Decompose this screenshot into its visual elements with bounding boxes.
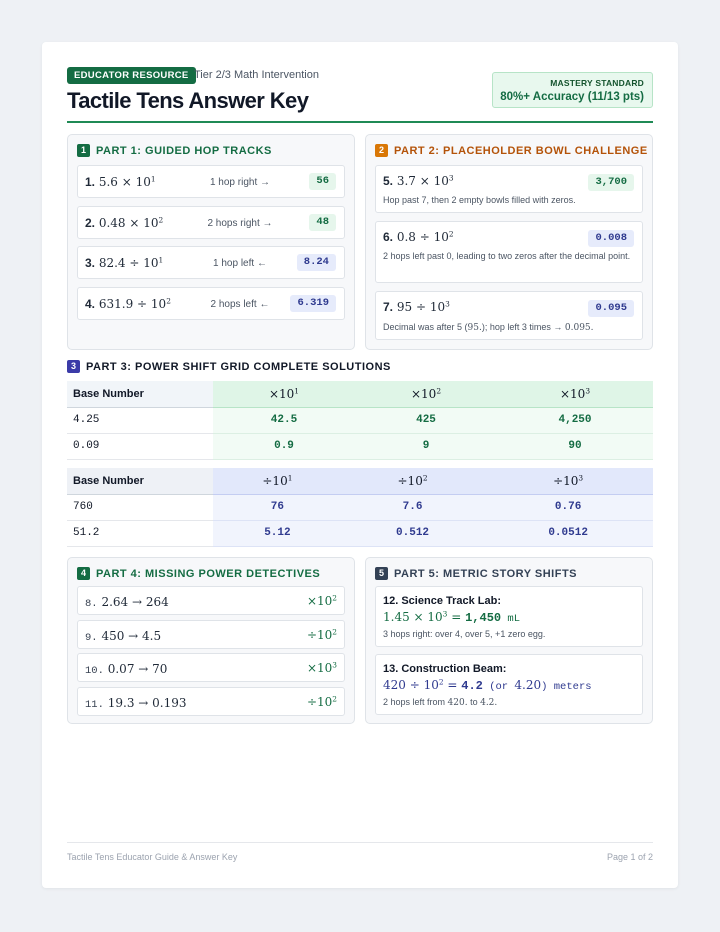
solution-cell: 0.0512 [483, 520, 653, 546]
part1-number: 1 [77, 144, 90, 157]
answer-key-page [42, 42, 678, 888]
missing-power-item [77, 586, 345, 615]
solution-cell: 90 [497, 433, 653, 459]
multiply-power-grid [67, 381, 653, 460]
part5-title-text: PART 5: METRIC STORY SHIFTS [394, 567, 577, 580]
problem-expression: 11. 19.3 → 0.193 [85, 696, 187, 711]
hop-hint: 1 hop right → [209, 177, 271, 188]
page-number: Page 1 of 2 [606, 852, 653, 862]
hop-track-item [77, 287, 345, 320]
part1-title [77, 144, 272, 157]
explanation-text: Hop past 7, then 2 empty bowls filled with zeros. [383, 195, 576, 205]
table-header-row [67, 381, 653, 407]
part5-title [375, 567, 577, 580]
header-divider [67, 121, 653, 123]
base-number-header: Base Number [67, 468, 213, 494]
mastery-label: MASTERY STANDARD [550, 78, 644, 88]
missing-power-item [77, 653, 345, 682]
base-number-header: Base Number [67, 381, 213, 407]
bowl-challenge-item [375, 165, 643, 213]
hop-hint: 2 hops left ← [210, 299, 270, 310]
page-title: Tactile Tens Answer Key [67, 88, 309, 113]
part4-panel [67, 557, 355, 724]
hop-track-item [77, 206, 345, 239]
part4-title-text: PART 4: MISSING POWER DETECTIVES [96, 567, 321, 580]
problem-expression: 3. $82.4 \div 10^1$ [85, 255, 164, 270]
header-subtitle: Tier 2/3 Math Intervention [194, 69, 319, 81]
table-row [67, 494, 653, 520]
metric-story-item [375, 654, 643, 715]
bowl-challenge-item [375, 291, 643, 340]
base-number-cell: 760 [67, 494, 213, 520]
missing-power-item [77, 687, 345, 716]
hop-hint: 1 hop left ← [213, 258, 267, 269]
part2-title [375, 144, 648, 157]
base-number-cell: 0.09 [67, 433, 213, 459]
solution-cell: 0.512 [342, 520, 483, 546]
part3-number: 3 [67, 360, 80, 373]
solution-cell: 7.6 [342, 494, 483, 520]
answer-badge: 3,700 [588, 174, 634, 191]
part2-number: 2 [375, 144, 388, 157]
power-header: $\times 10^2$ [355, 381, 497, 407]
solution-cell: 4,250 [497, 407, 653, 433]
part4-number: 4 [77, 567, 90, 580]
problem-expression: 4. $631.9 \div 10^2$ [85, 296, 171, 311]
solution-cell: 0.76 [483, 494, 653, 520]
explanation-text: Decimal was after 5 (95.); hop left 3 times → 0.095. [383, 322, 594, 333]
power-header: $\div 10^3$ [483, 468, 653, 494]
story-explanation: 2 hops left from 420. to 4.2. [383, 697, 498, 708]
power-header: $\div 10^2$ [342, 468, 483, 494]
hop-track-item [77, 165, 345, 198]
story-equation: $420 \div 10^2 = 4.2$ (or 4.20) meters [383, 677, 592, 693]
problem-expression: 1. $5.6 \times 10^1$ [85, 174, 156, 189]
answer-power: $\times 10^2$ [306, 593, 337, 608]
problem-expression: 5. $3.7 \times 10^3$ [383, 173, 454, 188]
solution-cell: 9 [355, 433, 497, 459]
part1-panel [67, 134, 355, 350]
part5-number: 5 [375, 567, 388, 580]
part3-title-text: PART 3: POWER SHIFT GRID COMPLETE SOLUTIONS [86, 360, 391, 373]
mastery-value: 80%+ Accuracy (11/13 pts) [500, 91, 644, 103]
story-title: 13. Construction Beam: [383, 663, 507, 675]
metric-story-item [375, 586, 643, 647]
solution-cell: 42.5 [213, 407, 355, 433]
footer-title: Tactile Tens Educator Guide & Answer Key [67, 852, 238, 862]
part3-title [67, 360, 391, 373]
base-number-cell: 4.25 [67, 407, 213, 433]
table-row [67, 433, 653, 459]
table-header-row [67, 468, 653, 494]
part2-title-text: PART 2: PLACEHOLDER BOWL CHALLENGE [394, 144, 648, 157]
power-header: $\times 10^1$ [213, 381, 355, 407]
problem-expression: 8. 2.64 → 264 [85, 595, 169, 610]
hop-hint: 2 hops right → [207, 218, 273, 229]
answer-badge: 48 [309, 214, 336, 231]
solution-cell: 5.12 [213, 520, 342, 546]
answer-badge: 8.24 [297, 254, 336, 271]
answer-badge: 0.095 [588, 300, 634, 317]
story-equation: $1.45 \times 10^3 = 1,450$ mL [383, 609, 521, 625]
power-header: $\div 10^1$ [213, 468, 342, 494]
answer-power: $\div 10^2$ [306, 627, 337, 642]
table-row [67, 407, 653, 433]
solution-cell: 76 [213, 494, 342, 520]
footer-divider [67, 842, 653, 843]
bowl-challenge-item [375, 221, 643, 283]
solution-cell: 425 [355, 407, 497, 433]
base-number-cell: 51.2 [67, 520, 213, 546]
problem-expression: 9. 450 → 4.5 [85, 629, 162, 644]
answer-badge: 56 [309, 173, 336, 190]
problem-expression: 2. $0.48 \times 10^2$ [85, 215, 164, 230]
part4-title [77, 567, 320, 580]
part1-title-text: PART 1: GUIDED HOP TRACKS [96, 144, 272, 157]
part5-panel [365, 557, 653, 724]
answer-badge: 0.008 [588, 230, 634, 247]
problem-expression: 7. $95 \div 10^3$ [383, 299, 450, 314]
part2-panel [365, 134, 653, 350]
problem-expression: 6. $0.8 \div 10^2$ [383, 229, 454, 244]
answer-badge: 6.319 [290, 295, 336, 312]
divide-power-grid [67, 468, 653, 547]
table-row [67, 520, 653, 546]
power-header: $\times 10^3$ [497, 381, 653, 407]
problem-expression: 10. 0.07 → 70 [85, 662, 168, 677]
story-title: 12. Science Track Lab: [383, 595, 502, 607]
story-explanation: 3 hops right: over 4, over 5, +1 zero egg. [383, 629, 546, 639]
answer-power: $\times 10^3$ [306, 660, 337, 675]
explanation-text: 2 hops left past 0, leading to two zeros after the decimal point. [383, 251, 631, 261]
mastery-standard-box [492, 72, 653, 108]
hop-track-item [77, 246, 345, 279]
educator-resource-tag: EDUCATOR RESOURCE [67, 67, 196, 84]
missing-power-item [77, 620, 345, 649]
answer-power: $\div 10^2$ [306, 694, 337, 709]
solution-cell: 0.9 [213, 433, 355, 459]
